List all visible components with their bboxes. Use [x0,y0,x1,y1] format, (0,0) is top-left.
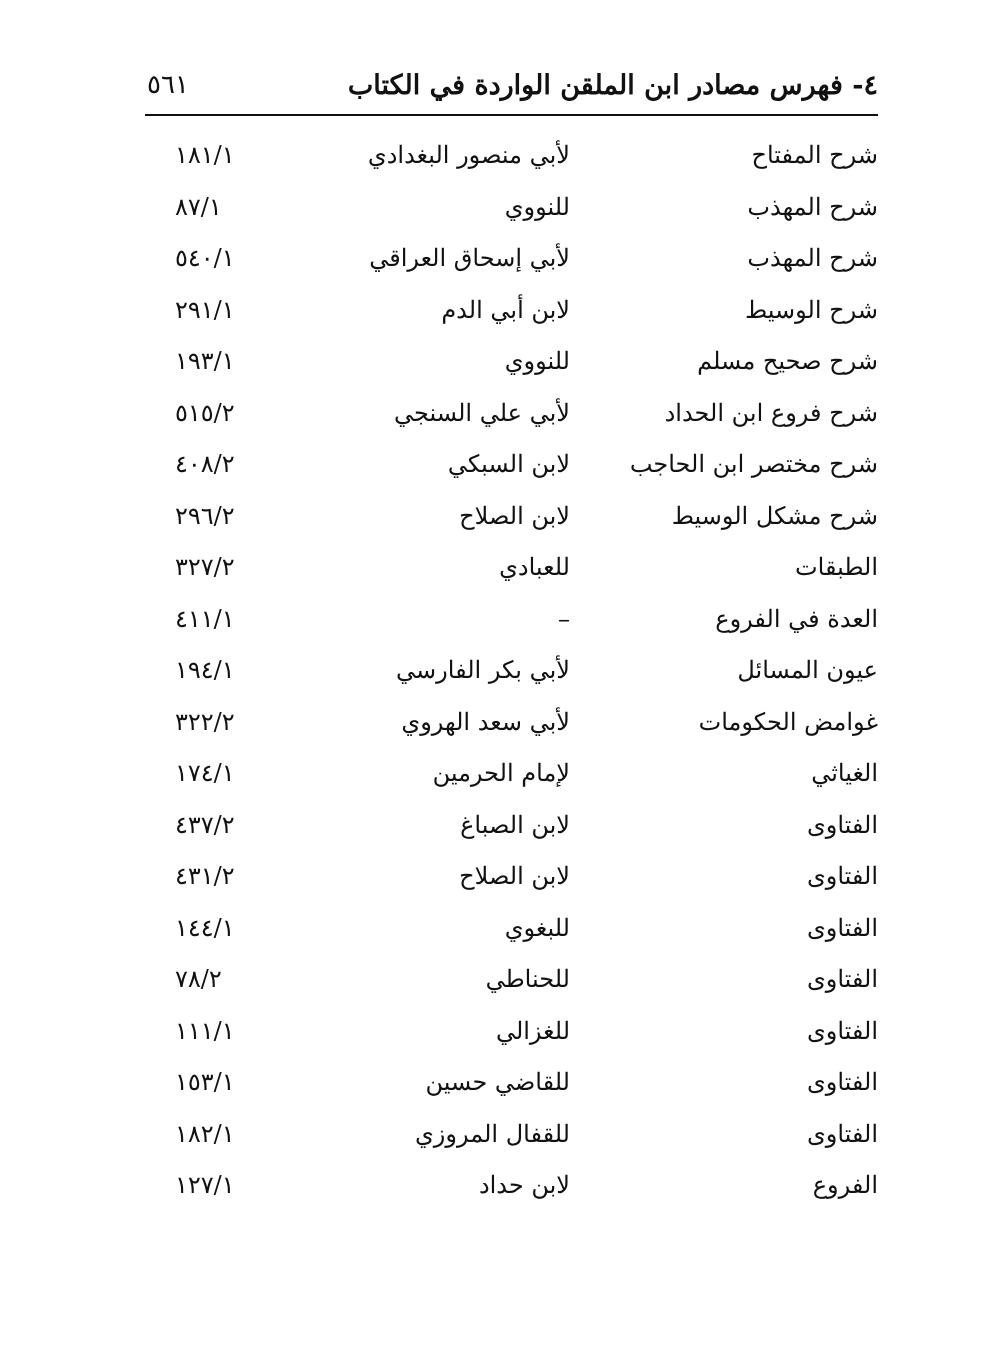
index-entry [145,1061,878,1113]
entry-reference: ٣٢٢/٢ [175,707,235,736]
index-entry [145,340,878,392]
entry-title: الطبقات [795,553,878,581]
entry-author: لأبي إسحاق العراقي [369,244,570,272]
header-divider [145,114,878,116]
entry-author: لابن الصباغ [460,810,570,839]
entry-title: غوامض الحكومات [698,707,878,736]
entry-title: شرح المهذب [747,192,878,221]
entry-title: الفتاوى [806,810,878,839]
entry-author: للغزالي [495,1016,570,1045]
index-entry [145,701,878,753]
entry-author: للقاضي حسين [425,1068,570,1096]
entry-reference: ٤٣١/٢ [175,862,235,890]
index-entry [145,495,878,547]
entry-title: الغياثي [811,759,878,787]
entry-title: الفتاوى [806,862,878,890]
index-entry [145,186,878,238]
entry-reference: ١٩٤/١ [175,656,235,684]
index-entry [145,1113,878,1165]
index-entry [145,1164,878,1216]
entry-reference: ١١١/١ [175,1016,235,1045]
entry-reference: ٥١٥/٢ [175,398,235,427]
entry-author: للنووي [504,347,570,375]
entry-reference: ٧٨/٢ [175,965,222,993]
entry-title: شرح المهذب [747,244,878,272]
entry-author: للبغوي [504,913,570,942]
entry-author: للعبادي [499,553,570,581]
entry-author: لابن الصلاح [459,862,570,890]
entry-author: لأبي منصور البغدادي [367,141,570,169]
index-entry [145,237,878,289]
entry-title: عيون المسائل [737,656,878,684]
entry-reference: ١٩٣/١ [175,347,235,375]
index-entry [145,598,878,650]
index-entry [145,804,878,856]
entry-author: للحناطي [485,965,570,993]
entry-title: الفتاوى [806,1119,878,1148]
page-header [145,62,878,114]
entry-title: العدة في الفروع [715,604,878,633]
entry-title: الفروع [812,1171,878,1199]
index-entry [145,546,878,598]
entry-author: لإمام الحرمين [432,759,570,787]
index-entry [145,752,878,804]
entry-title: شرح مشكل الوسيط [671,501,878,530]
entry-reference: ١٨٢/١ [175,1119,235,1148]
sources-index-list [145,134,878,1216]
entry-title: شرح المفتاح [751,141,878,169]
entry-author: لابن السبكي [447,450,570,478]
entry-reference: ١٢٧/١ [175,1171,235,1199]
entry-title: شرح الوسيط [745,295,878,324]
entry-reference: ١٤٤/١ [175,913,235,942]
entry-reference: ٤٠٨/٢ [175,450,235,478]
entry-reference: ٢٩٦/٢ [175,501,235,530]
entry-author: لابن حداد [478,1171,570,1199]
index-entry [145,649,878,701]
entry-title: الفتاوى [806,913,878,942]
index-entry [145,855,878,907]
entry-title: شرح صحيح مسلم [697,347,878,375]
entry-title: شرح مختصر ابن الحاجب [629,450,878,478]
index-entry [145,392,878,444]
index-entry [145,134,878,186]
entry-author: للقفال المروزي [415,1119,570,1148]
entry-author: لأبي بكر الفارسي [396,656,570,684]
entry-reference: ٤٣٧/٢ [175,810,235,839]
entry-reference: ١٨١/١ [175,141,235,169]
entry-reference: ٨٧/١ [175,192,222,221]
entry-reference: ١٧٤/١ [175,759,235,787]
entry-reference: ٢٩١/١ [175,295,235,324]
entry-author: لابن أبي الدم [441,295,570,324]
index-entry [145,443,878,495]
index-entry [145,958,878,1010]
entry-reference: ١٥٣/١ [175,1068,235,1096]
entry-reference: ٣٢٧/٢ [175,553,235,581]
index-entry [145,289,878,341]
page-number: ٥٦١ [147,70,189,100]
entry-author: لأبي سعد الهروي [401,707,570,736]
index-section-title: ٤- فهرس مصادر ابن الملقن الواردة في الكتاب [347,70,878,101]
entry-author: – [558,604,570,633]
index-entry [145,1010,878,1062]
entry-title: الفتاوى [806,1068,878,1096]
entry-title: الفتاوى [806,965,878,993]
entry-author: لابن الصلاح [459,501,570,530]
entry-author: للنووي [504,192,570,221]
entry-title: شرح فروع ابن الحداد [664,398,878,427]
entry-author: لأبي علي السنجي [393,398,570,427]
entry-title: الفتاوى [806,1016,878,1045]
entry-reference: ٥٤٠/١ [175,244,235,272]
index-entry [145,907,878,959]
entry-reference: ٤١١/١ [175,604,235,633]
